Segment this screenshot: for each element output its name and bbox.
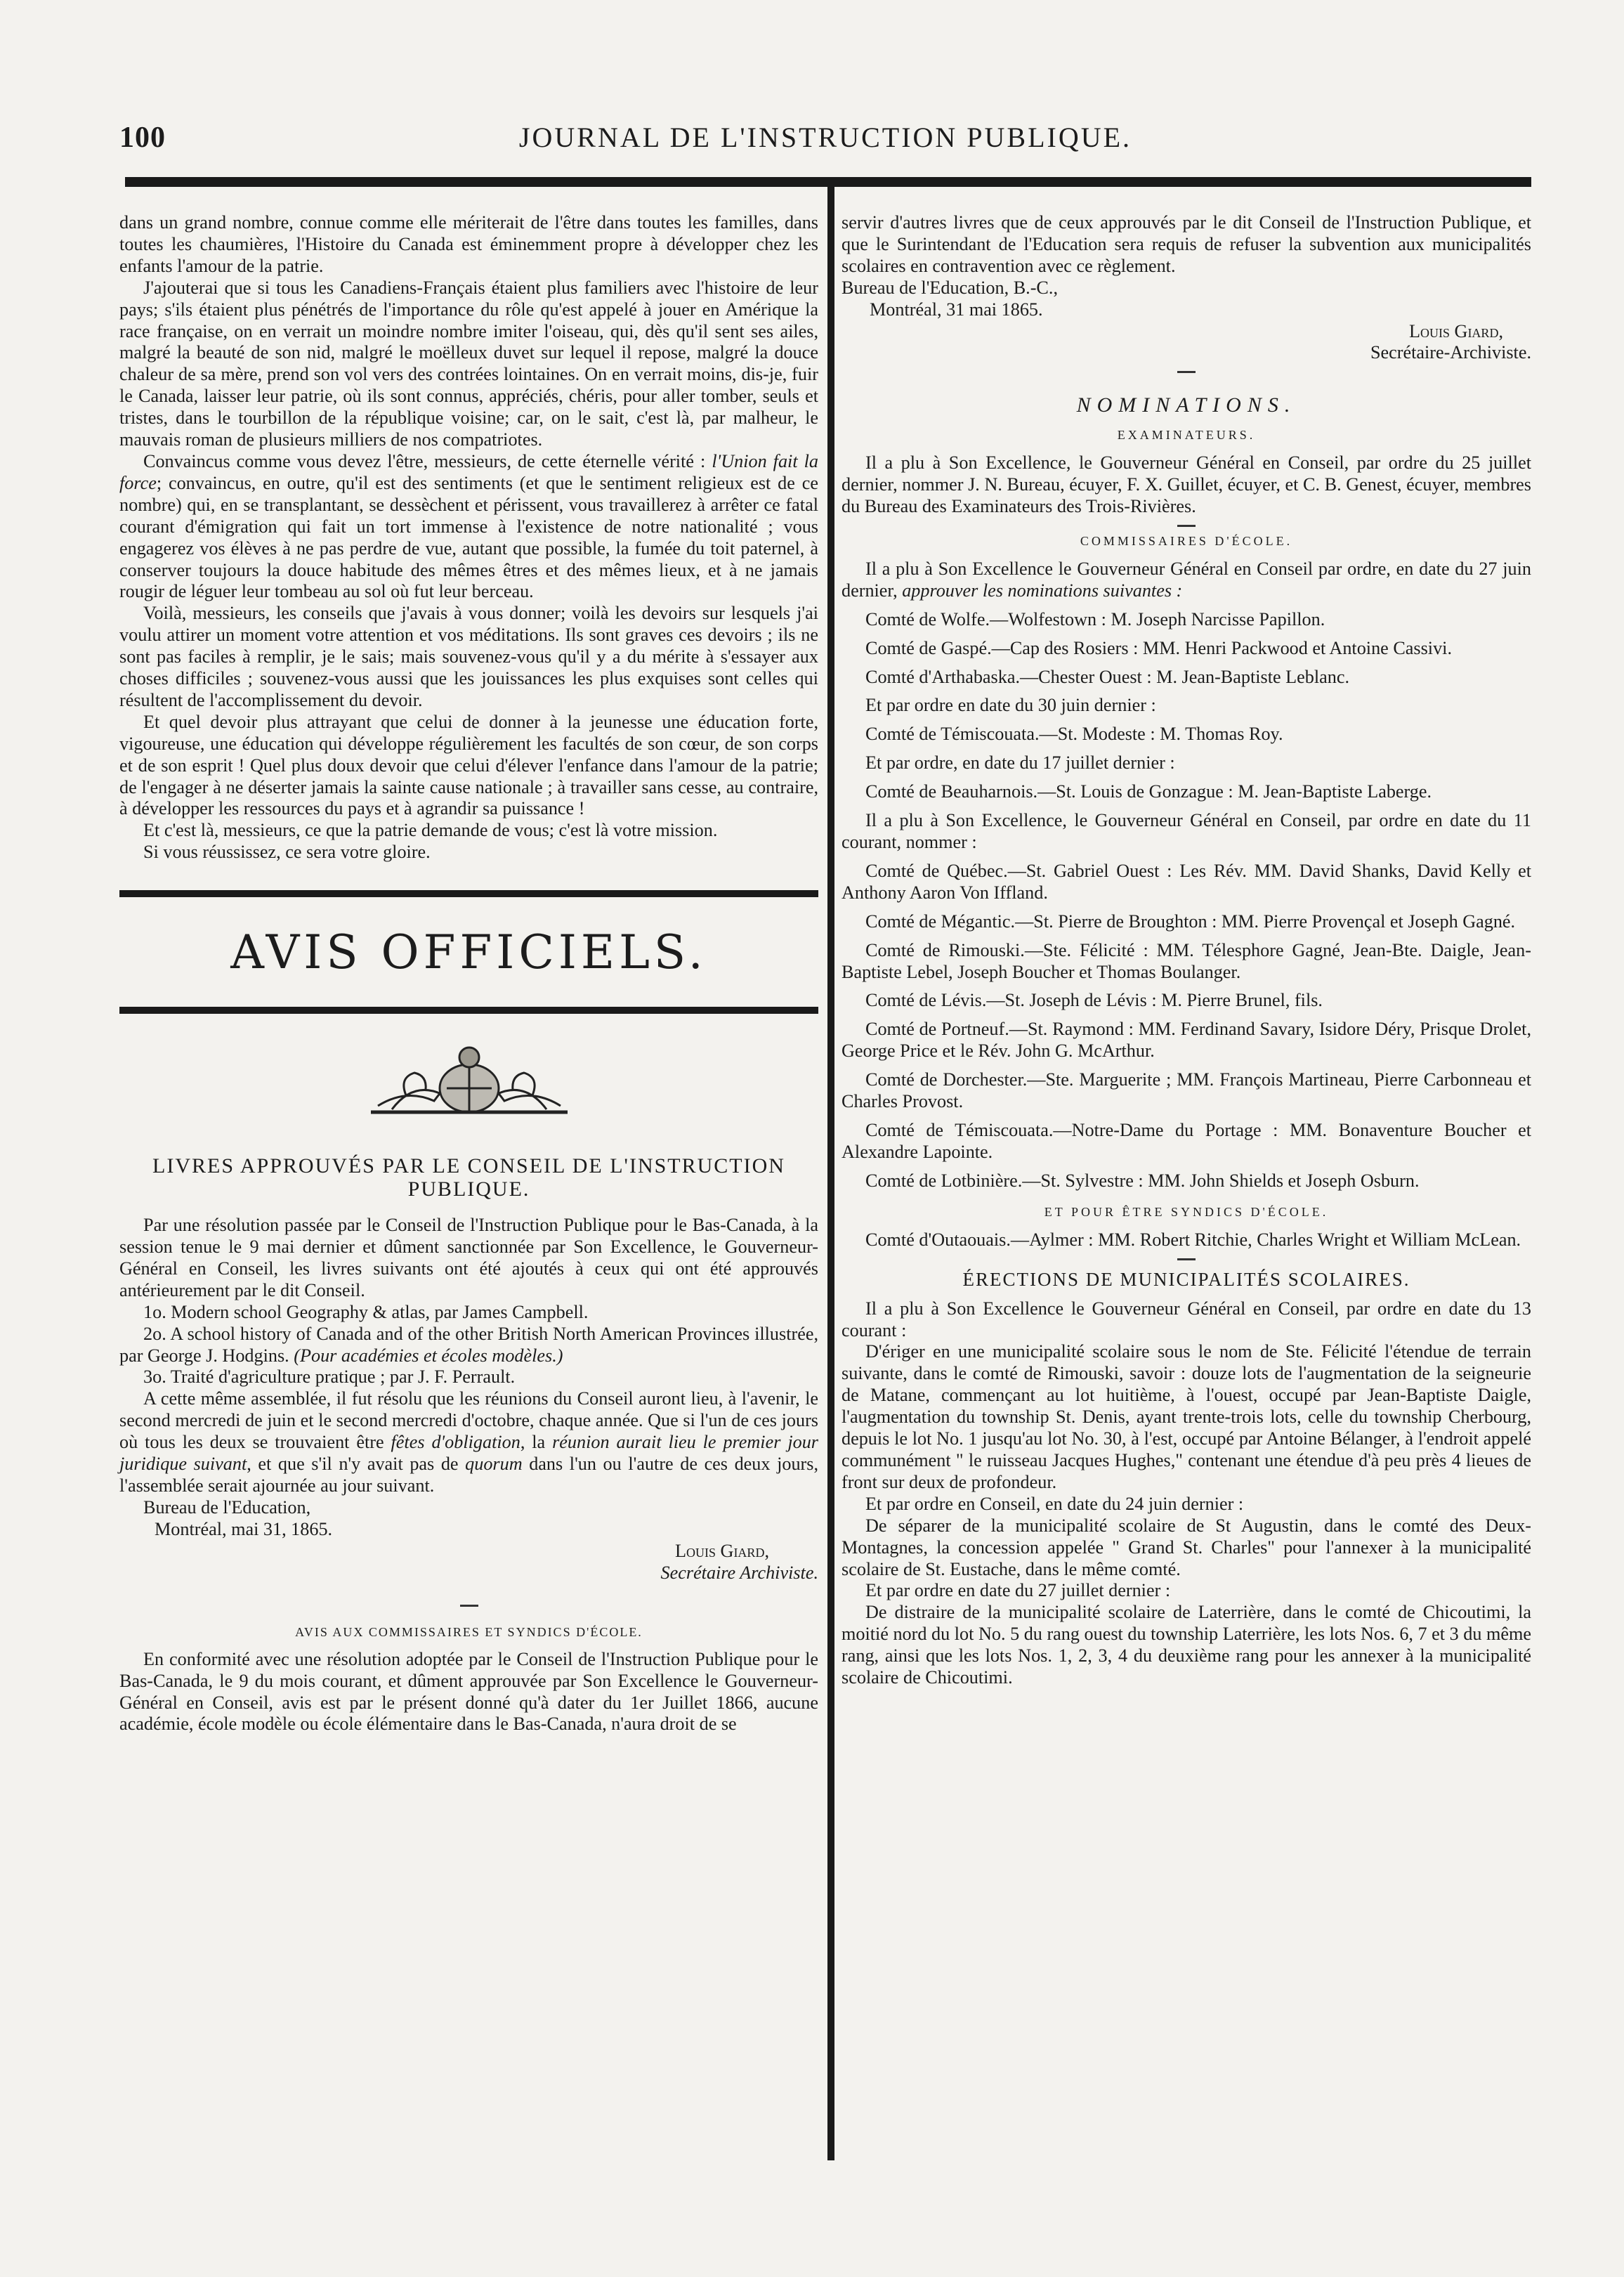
list-item: 1o. Modern school Geography & atlas, par James Campbell. (143, 1301, 589, 1322)
bureau-line: Bureau de l'Education, B.-C., (842, 277, 1058, 298)
syndics-heading: ET POUR ÊTRE SYNDICS D'ÉCOLE. (1044, 1204, 1329, 1219)
nomination-entry: Comté de Lévis.—St. Joseph de Lévis : M. Pierre Brunel, fils. (865, 990, 1323, 1011)
left-paragraph: Voilà, messieurs, les conseils que j'avais à vous donner; voilà les devoirs sur lesquels j'ai voulu attirer un moment votre attention et vos méditations. Ils sont graves ces devoirs ; ils ne sont pas faciles à remplir, je le sais; mais souvenez-vous qu'il y a du mérite à s'essayer aux choses difficiles ; souvenez-vous aussi que les jouissances les plus exquises sont celles qui résultent de l'accomplissement du devoir. (119, 603, 818, 710)
column-divider (827, 183, 834, 2160)
nomination-entry: Comté d'Arthabaska.—Chester Ouest : M. Jean-Baptiste Leblanc. (865, 666, 1350, 687)
list-item: 3o. Traité d'agriculture pratique ; par J. F. Perrault. (143, 1366, 516, 1388)
livres-paragraph: A cette même assemblée, il fut résolu que les réunions du Conseil auront lieu, à l'avenir, le second mercredi de juin et le second mercredi d'octobre, chaque année. Que si l'un de ces jours où tous les deux se trouvaient être fêtes d'obligation, la réunion aurait lieu le premier jour juridique suivant, et que s'il n'y avait pas de quorum dans l'un ou l'autre de ces deux jours, l'assemblée serait ajournée au jour suivant. (119, 1388, 819, 1496)
nomination-entry: Comté de Rimouski.—Ste. Félicité : MM. Télesphore Gagné, Jean-Bte. Daigle, Jean-Baptiste Lebel, Joseph Boucher et Thomas Boulanger. (842, 939, 1531, 982)
left-paragraph: dans un grand nombre, connue comme elle mériterait de l'être dans toutes les familles, dans toutes les chaumières, l'Histoire du Canada est éminemment propre à développer chez les enfants l'amour de la patrie. (119, 212, 818, 276)
nomination-entry: Comté de Dorchester.—Ste. Marguerite ; MM. François Martineau, Pierre Carbonneau et Charles Provost. (842, 1069, 1531, 1112)
date-line: Montréal, mai 31, 1865. (155, 1518, 333, 1539)
right-paragraph: Il a plu à Son Excellence le Gouverneur Général en Conseil par ordre, en date du 27 juin dernier, approuver les nominations suivantes : (842, 558, 1531, 601)
separator-dash (1177, 525, 1196, 527)
nomination-entry: Comté de Québec.—St. Gabriel Ouest : Les Rév. MM. David Shanks, David Kelly et Anthony Aaron Von Iffland. (842, 860, 1531, 903)
separator-dash (1177, 371, 1196, 373)
signature-name: Louis Giard, (674, 1540, 769, 1561)
signature-block (842, 278, 1531, 365)
nomination-entry: Comté de Gaspé.—Cap des Rosiers : MM. Henri Packwood et Antoine Cassivi. (865, 637, 1452, 658)
avis-paragraph: En conformité avec une résolution adoptée par le Conseil de l'Instruction Publique pour le Bas-Canada, le 9 du mois courant, et dûment approuvée par Son Excellence le Gouverneur-Général en Conseil, avis est par le présent donné qu'à dater du 1er Juillet 1866, aucune académie, école modèle ou école élémentaire dans le Bas-Canada, n'aura droit de se (119, 1648, 818, 1735)
nomination-entry: Et par ordre en date du 30 juin dernier : (865, 695, 1156, 716)
examinateurs-heading: EXAMINATEURS. (1117, 427, 1256, 442)
nomination-entry: Comté de Témiscouata.—Notre-Dame du Portage : MM. Bonaventure Boucher et Alexandre Lapointe. (842, 1119, 1531, 1162)
list-item: 2o. A school history of Canada and of the other British North American Provinces illustrée, par George J. Hodgins. (Pour académies et écoles modèles.) (119, 1323, 818, 1366)
signature-name: Louis Giard, (1408, 320, 1503, 341)
separator-dash (1177, 1258, 1196, 1260)
journal-title: JOURNAL DE L'INSTRUCTION PUBLIQUE. (518, 122, 1132, 153)
livres-paragraph: Par une résolution passée par le Conseil de l'Instruction Publique pour le Bas-Canada, à la session tenue le 9 mai dernier et dûment sanctionnée par Son Excellence, le Gouverneur-Général en Conseil, les livres suivants ont été ajoutés à ceux qui ont été approuvés antérieurement par le dit Conseil. (119, 1215, 818, 1300)
nomination-entry: Comté de Portneuf.—St. Raymond : MM. Ferdinand Savary, Isidore Déry, Prisque Drolet, George Price et le Rév. John G. McArthur. (842, 1019, 1531, 1062)
right-paragraph: De séparer de la municipalité scolaire de St Augustin, dans le comté des Deux-Montagnes, la concession appelée " Grand St. Charles" pour l'annexer à la municipalité scolaire de St. Eustache, dans le même comté. (842, 1515, 1531, 1579)
right-paragraph: Et par ordre en Conseil, en date du 24 juin dernier : (865, 1493, 1244, 1514)
nomination-entry: Comté de Lotbinière.—St. Sylvestre : MM. John Shields et Joseph Osburn. (865, 1170, 1420, 1191)
signature-title: Secrétaire-Archiviste. (1370, 342, 1531, 363)
left-paragraph: Et c'est là, messieurs, ce que la patrie demande de vous; c'est là votre mission. (143, 820, 718, 841)
nomination-entry: Comté de Beauharnois.—St. Louis de Gonzague : M. Jean-Baptiste Laberge. (865, 781, 1432, 802)
section-rule (119, 890, 818, 897)
left-paragraph: Si vous réussissez, ce sera votre gloire. (143, 842, 431, 863)
nominations-heading: NOMINATIONS. (1076, 393, 1297, 417)
nomination-entry: Comté d'Outaouais.—Aylmer : MM. Robert Ritchie, Charles Wright et William McLean. (865, 1229, 1521, 1250)
coat-of-arms-emblem (364, 1039, 575, 1123)
right-paragraph: servir d'autres livres que de ceux approuvés par le dit Conseil de l'Instruction Publique, et que le Surintendant de l'Education sera requis de refuser la subvention aux municipalités scolaires en contravention avec ce règlement. (842, 212, 1531, 276)
right-paragraph: Et par ordre en date du 27 juillet dernier : (865, 1580, 1171, 1601)
right-paragraph: Il a plu à Son Excellence, le Gouverneur Général en Conseil, par ordre du 25 juillet dernier, nommer J. N. Bureau, écuyer, F. X. Guillet, écuyer, et C. B. Genest, écuyer, membres du Bureau des Examinateurs des Trois-Rivières. (842, 452, 1531, 516)
left-paragraph: J'ajouterai que si tous les Canadiens-Français étaient plus familiers avec l'histoire de leur pays; s'ils étaient plus pénétrés de l'importance du rôle qu'est appelé à jouer en Amérique la race française, on en verrait un moindre nombre imiter l'oiseau, qui, dès qu'il sent ses ailes, malgré la beauté de son nid, malgré le moëlleux duvet sur lequel il repose, malgré la douce chaleur de sa mère, prend son vol vers des contrées lointaines. On en verrait moins, dis-je, fuir le Canada, laisser leur patrie, où ils sont connus, appréciés, chéris, pour aller tomber, seuls et tristes, dans le tourbillon de la république voisine; car, on le sait, c'est là, par malheur, le mauvais roman de plusieurs milliers de nos compatriotes. (119, 277, 818, 450)
livres-heading: LIVRES APPROUVÉS PAR LE CONSEIL DE L'INSTRUCTION PUBLIQUE. (152, 1154, 785, 1201)
bureau-line: Bureau de l'Education, (143, 1496, 311, 1518)
page-number: 100 (119, 122, 166, 154)
erections-heading: ÉRECTIONS DE MUNICIPALITÉS SCOLAIRES. (962, 1268, 1410, 1290)
separator-dash (460, 1605, 478, 1607)
left-paragraph: Et quel devoir plus attrayant que celui de donner à la jeunesse une éducation forte, vigoureuse, une éducation qui développe régulièrement les facultés de son cœur, de son corps et de son esprit ! Quel plus doux devoir que celui d'élever l'enfance dans l'amour de la patrie; de l'engager à ne déserter jamais la sainte cause nationale ; à travailler sans cesse, au contraire, à développer les ressources du pays et à agrandir sa puissance ! (119, 711, 818, 819)
page-header (119, 121, 1531, 163)
left-paragraph: Convaincus comme vous devez l'être, messieurs, de cette éternelle vérité : l'Union fait la force; convaincus, en outre, qu'il est des sentiments (et que le sentiment religieux est de ce nombre) qui, en se transplantant, se dessèchent et périssent, vous travaillerez à arrêter ce fatal courant d'émigration qui fait un tort immense à l'existence de notre nationalité ; vous engagerez vos élèves à ne pas perdre de vue, autant que possible, la fumée du toit paternel, à conserver toujours la douce habitude des mêmes êtres et des mêmes lieux, et à ne jamais rougir de léguer leur tombeau au sol où fut leur berceau. (119, 450, 818, 602)
section-rule (119, 1007, 818, 1014)
nomination-entry: Comté de Mégantic.—St. Pierre de Broughton : MM. Pierre Provençal et Joseph Gagné. (865, 911, 1516, 932)
right-paragraph: De distraire de la municipalité scolaire de Laterrière, dans le comté de Chicoutimi, la moitié nord du lot No. 5 du rang ouest du township Laterrière, les lots Nos. 6, 7 et 3 du même rang, ainsi que les lots Nos. 1, 2, 3, 4 du deuxième rang pour les annexer à la municipalité scolaire de Chicoutimi. (842, 1602, 1531, 1688)
right-column (842, 212, 1531, 1689)
date-line: Montréal, 31 mai 1865. (870, 299, 1043, 320)
left-column (119, 212, 818, 1735)
avis-officiels-title: AVIS OFFICIELS. (230, 925, 707, 980)
right-paragraph: D'ériger en une municipalité scolaire sous le nom de Ste. Félicité l'étendue de terrain suivante, dans le comté de Rimouski, savoir : douze lots de l'augmentation de la seigneurie de Matane, commençant au lot huitième, à l'ouest, occupé par Jean-Baptiste Daigle, l'augmentation du township St. Denis, ayant trente-trois lots, celle du township Cherbourg, depuis le lot No. 1 jusqu'au lot No. 30, à l'est, occupé par Antoine Bélanger, à l'endroit appelé communément " le ruisseau Jacques Hughes," contenant une étendue d'à peu près 4 lieues de front sur deux de profondeur. (842, 1341, 1531, 1492)
avis-commissaires-heading: AVIS AUX COMMISSAIRES ET SYNDICS D'ÉCOLE. (295, 1625, 643, 1640)
signature-title: Secrétaire Archiviste. (660, 1562, 818, 1583)
nomination-entry: Comté de Témiscouata.—St. Modeste : M. Thomas Roy. (865, 724, 1283, 745)
commissaires-heading: COMMISSAIRES D'ÉCOLE. (1080, 533, 1293, 548)
right-paragraph: Il a plu à Son Excellence le Gouverneur Général en Conseil, par ordre en date du 13 courant : (842, 1298, 1531, 1340)
nomination-entry: Comté de Wolfe.—Wolfestown : M. Joseph Narcisse Papillon. (865, 608, 1325, 629)
nomination-entry: Il a plu à Son Excellence, le Gouverneur Général en Conseil, par ordre en date du 11 courant, nommer : (842, 810, 1531, 852)
nomination-entry: Et par ordre, en date du 17 juillet dernier : (865, 752, 1175, 774)
